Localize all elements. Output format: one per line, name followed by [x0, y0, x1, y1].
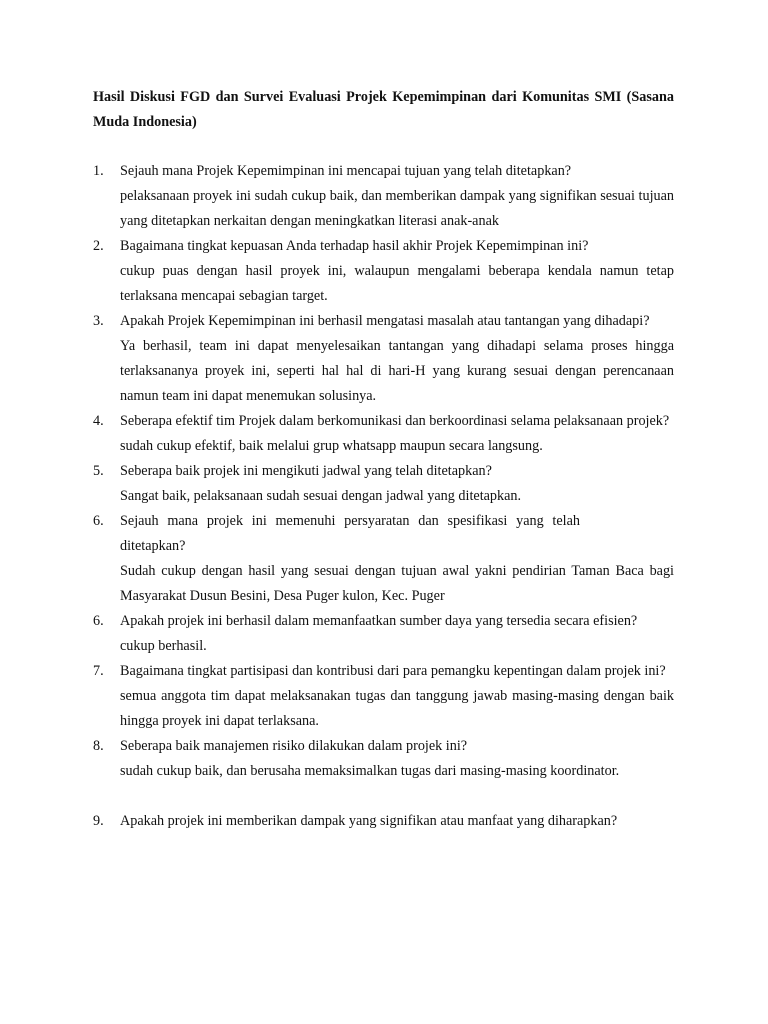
item-number: 4.	[93, 413, 104, 429]
question-list	[0, 159, 768, 834]
item-number: 2.	[93, 238, 104, 254]
list-item	[0, 809, 768, 834]
item-question: Apakah projek ini memberikan dampak yang signifikan atau manfaat yang diharapkan?	[120, 813, 618, 829]
item-question: Apakah projek ini berhasil dalam memanfaatkan sumber daya yang tersedia secara efisien?	[120, 613, 638, 629]
list-item	[0, 609, 768, 659]
item-answer: semua anggota tim dapat melaksanakan tugas dan tanggung jawab masing-masing dengan baik hingga proyek ini dapat terlaksana.	[120, 688, 674, 729]
item-question: Seberapa efektif tim Projek dalam berkomunikasi dan berkoordinasi selama pelaksanaan projek?	[120, 413, 670, 429]
list-item	[0, 734, 768, 784]
item-answer: Ya berhasil, team ini dapat menyelesaikan tantangan yang dihadapi selama proses hingga terlaksananya proyek ini, seperti hal hal di hari-H yang kurang sesuai dengan perencanaan namun team ini dapat menemukan solusinya.	[120, 338, 674, 404]
item-question: Apakah Projek Kepemimpinan ini berhasil mengatasi masalah atau tantangan yang dihadapi?	[120, 313, 650, 329]
list-item	[0, 659, 768, 734]
item-answer: cukup puas dengan hasil proyek ini, walaupun mengalami beberapa kendala namun tetap terlaksana mencapai sebagian target.	[120, 263, 674, 304]
item-question: Bagaimana tingkat partisipasi dan kontribusi dari para pemangku kepentingan dalam projek ini?	[120, 663, 666, 679]
item-number: 9.	[93, 813, 104, 829]
paragraph-spacer	[0, 784, 768, 809]
item-question: Bagaimana tingkat kepuasan Anda terhadap hasil akhir Projek Kepemimpinan ini?	[120, 238, 589, 254]
item-answer: cukup berhasil.	[120, 638, 207, 654]
item-question: Seberapa baik manajemen risiko dilakukan dalam projek ini?	[120, 738, 468, 754]
item-answer: sudah cukup efektif, baik melalui grup whatsapp maupun secara langsung.	[120, 438, 543, 454]
item-question: Sejauh mana projek ini memenuhi persyaratan dan spesifikasi yang telah ditetapkan?	[120, 513, 580, 554]
item-number: 3.	[93, 313, 104, 329]
document-title: Hasil Diskusi FGD dan Survei Evaluasi Projek Kepemimpinan dari Komunitas SMI (Sasana Muda Indonesia)	[93, 89, 674, 130]
item-number: 7.	[93, 663, 104, 679]
list-item	[0, 234, 768, 309]
item-answer: pelaksanaan proyek ini sudah cukup baik, dan memberikan dampak yang signifikan sesuai tujuan yang ditetapkan nerkaitan dengan meningkatkan literasi anak-anak	[120, 188, 674, 229]
item-answer: Sudah cukup dengan hasil yang sesuai dengan tujuan awal yakni pendirian Taman Baca bagi Masyarakat Dusun Besini, Desa Puger kulon, Kec. Puger	[120, 563, 674, 604]
item-number: 8.	[93, 738, 104, 754]
item-question: Seberapa baik projek ini mengikuti jadwal yang telah ditetapkan?	[120, 463, 492, 479]
list-item	[0, 159, 768, 234]
item-answer: sudah cukup baik, dan berusaha memaksimalkan tugas dari masing-masing koordinator.	[120, 763, 620, 779]
item-answer: Sangat baik, pelaksanaan sudah sesuai dengan jadwal yang ditetapkan.	[120, 488, 522, 504]
list-item	[0, 309, 768, 409]
item-number: 6.	[93, 613, 104, 629]
item-number: 1.	[93, 163, 104, 179]
item-number: 5.	[93, 463, 104, 479]
item-question: Sejauh mana Projek Kepemimpinan ini mencapai tujuan yang telah ditetapkan?	[120, 163, 572, 179]
list-item	[0, 509, 768, 609]
list-item	[0, 459, 768, 509]
list-item	[0, 409, 768, 459]
item-number: 6.	[93, 513, 104, 529]
